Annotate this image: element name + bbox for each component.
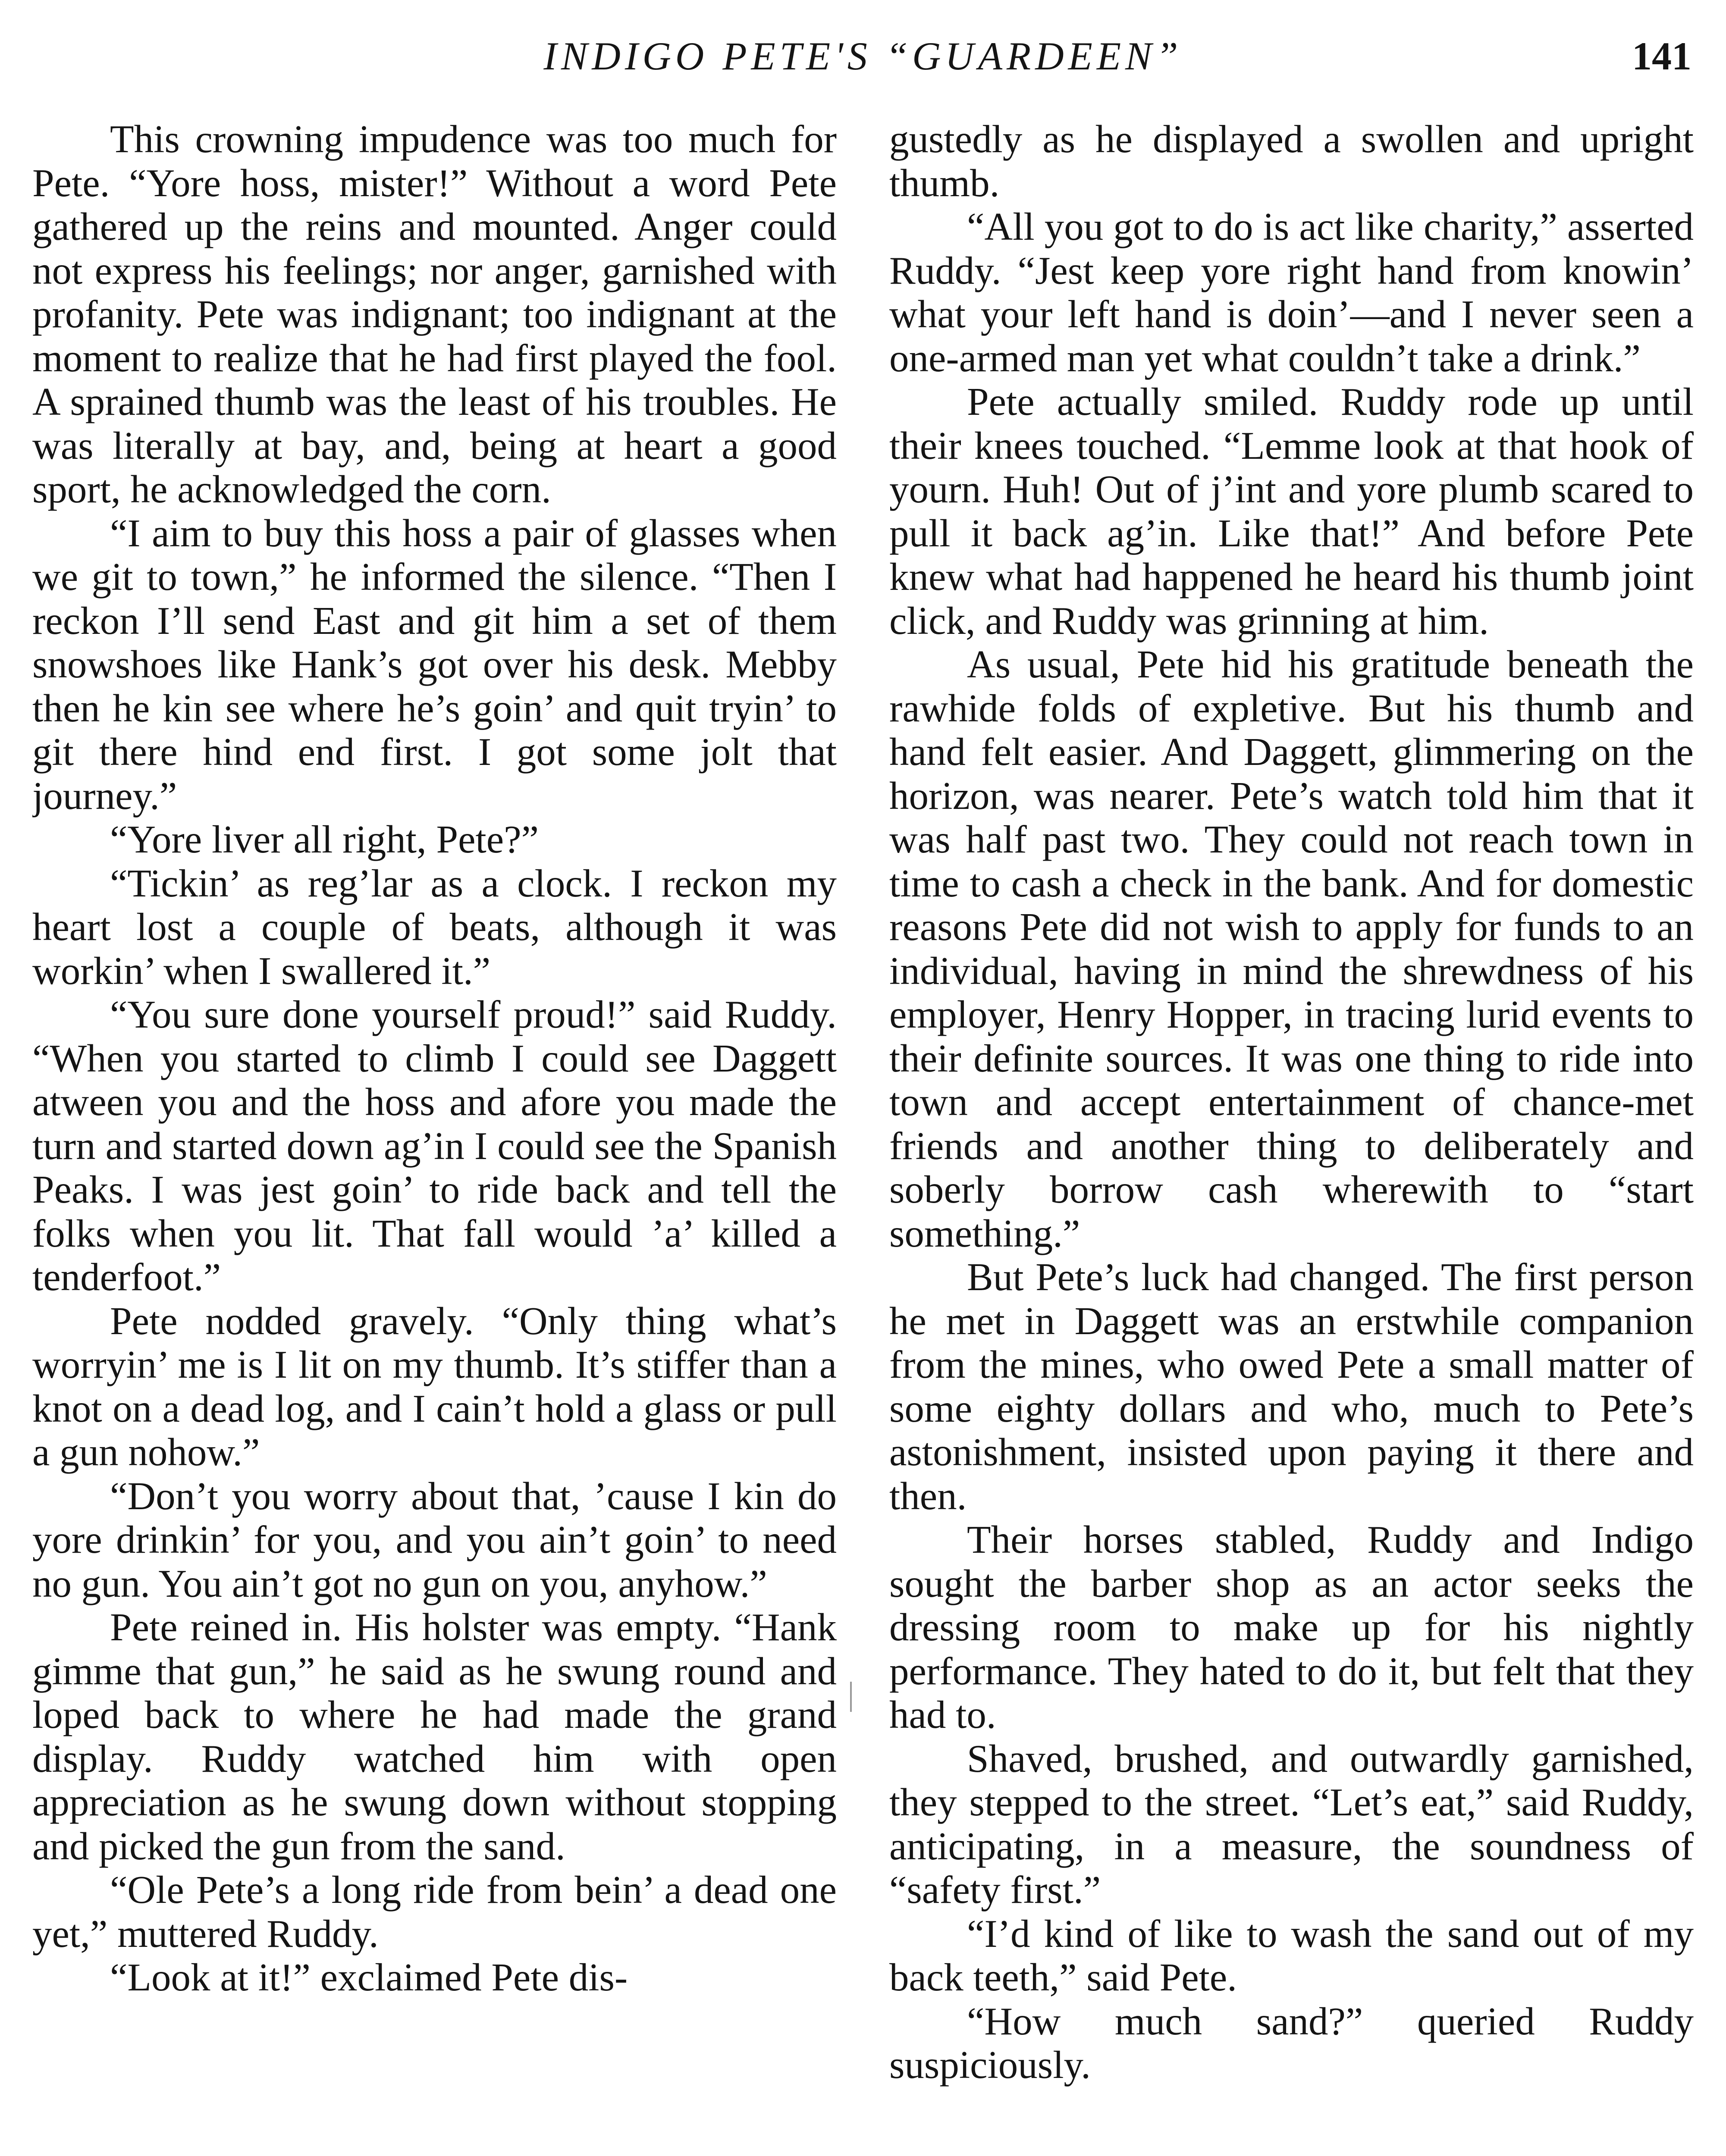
paragraph: As usual, Pete hid his gratitude beneath the rawhide folds of expletive. But his thumb and hand felt easier. And Daggett, glimmering on the horizon, was nearer. Pete’s watch told him that it was half past two. They could not reach town in time to cash a check in the bank. And for domestic reasons Pete did not wish to apply for funds to an individual, having in mind the shrewdness of his employer, Henry Hopper, in tracing lurid events to their definite sources. It was one thing to ride into town and accept entertainment of chance-met friends and another thing to deliberately and soberly borrow cash wherewith to “start something.”: [889, 642, 1694, 1255]
paragraph-continued: gustedly as he displayed a swollen and upright thumb.: [889, 117, 1694, 205]
right-column: [889, 117, 1694, 2156]
paragraph: “Tickin’ as reg’lar as a clock. I reckon my heart lost a couple of beats, although it was workin’ when I swallered it.”: [32, 861, 837, 993]
paragraph: This crowning impudence was too much for Pete. “Yore hoss, mister!” Without a word Pete gathered up the reins and mounted. Anger could not express his feelings; nor anger, garnished with profanity. Pete was indignant; too indignant at the moment to realize that he had first played the fool. A sprained thumb was the least of his troubles. He was literally at bay, and, being at heart a good sport, he acknowledged the corn.: [32, 117, 837, 511]
paragraph: But Pete’s luck had changed. The first person he met in Daggett was an erstwhile companion from the mines, who owed Pete a small matter of some eighty dollars and who, much to Pete’s astonishment, insisted upon paying it there and then.: [889, 1255, 1694, 1518]
paragraph: “I aim to buy this hoss a pair of glasses when we git to town,” he informed the silence. “Then I reckon I’ll send East and git him a set of them snowshoes like Hank’s got over his desk. Mebby then he kin see where he’s goin’ and quit tryin’ to git there hind end first. I got some jolt that journey.”: [32, 511, 837, 818]
paragraph: “You sure done yourself proud!” said Ruddy. “When you started to climb I could see Daggett atween you and the hoss and afore you made the turn and started down ag’in I could see the Spanish Peaks. I was jest goin’ to ride back and tell the folks when you lit. That fall would ’a’ killed a tenderfoot.”: [32, 993, 837, 1299]
paragraph: Pete actually smiled. Ruddy rode up until their knees touched. “Lemme look at that hook of yourn. Huh! Out of j’int and yore plumb scared to pull it back ag’in. Like that!” And before Pete knew what had happened he heard his thumb joint click, and Ruddy was grinning at him.: [889, 380, 1694, 642]
paragraph: “Yore liver all right, Pete?”: [110, 818, 539, 861]
paragraph: “Don’t you worry about that, ’cause I kin do yore drinkin’ for you, and you ain’t goin’ to need no gun. You ain’t got no gun on you, anyhow.”: [32, 1474, 837, 1605]
paragraph: “I’d kind of like to wash the sand out of my back teeth,” said Pete.: [889, 1912, 1694, 1999]
paragraph: Their horses stabled, Ruddy and Indigo sought the barber shop as an actor seeks the dressing room to make up for his nightly performance. They hated to do it, but felt that they had to.: [889, 1518, 1694, 1736]
left-column: [32, 117, 837, 2156]
paragraph: “All you got to do is act like charity,” asserted Ruddy. “Jest keep yore right hand from knowin’ what your left hand is doin’—and I never seen a one-armed man yet what couldn’t take a drink.”: [889, 205, 1694, 380]
paragraph: Shaved, brushed, and outwardly garnished, they stepped to the street. “Let’s eat,” said Ruddy, anticipating, in a measure, the soundness of “safety first.”: [889, 1736, 1694, 1912]
paragraph: “How much sand?” queried Ruddy suspiciously.: [889, 1999, 1694, 2087]
running-title: INDIGO PETE'S “GUARDEEN”: [543, 34, 1183, 78]
page-number: 141: [1632, 34, 1691, 78]
column-divider-mark: [850, 1682, 852, 1712]
page-header: [0, 30, 1726, 82]
paragraph: “Ole Pete’s a long ride from bein’ a dead one yet,” muttered Ruddy.: [32, 1868, 837, 1955]
paragraph: Pete reined in. His holster was empty. “Hank gimme that gun,” he said as he swung round and loped back to where he had made the grand display. Ruddy watched him with open appreciation as he swung down without stopping and picked the gun from the sand.: [32, 1605, 837, 1868]
paragraph: Pete nodded gravely. “Only thing what’s worryin’ me is I lit on my thumb. It’s stiffer than a knot on a dead log, and I cain’t hold a glass or pull a gun nohow.”: [32, 1299, 837, 1474]
paragraph: “Look at it!” exclaimed Pete dis-: [110, 1955, 628, 1999]
